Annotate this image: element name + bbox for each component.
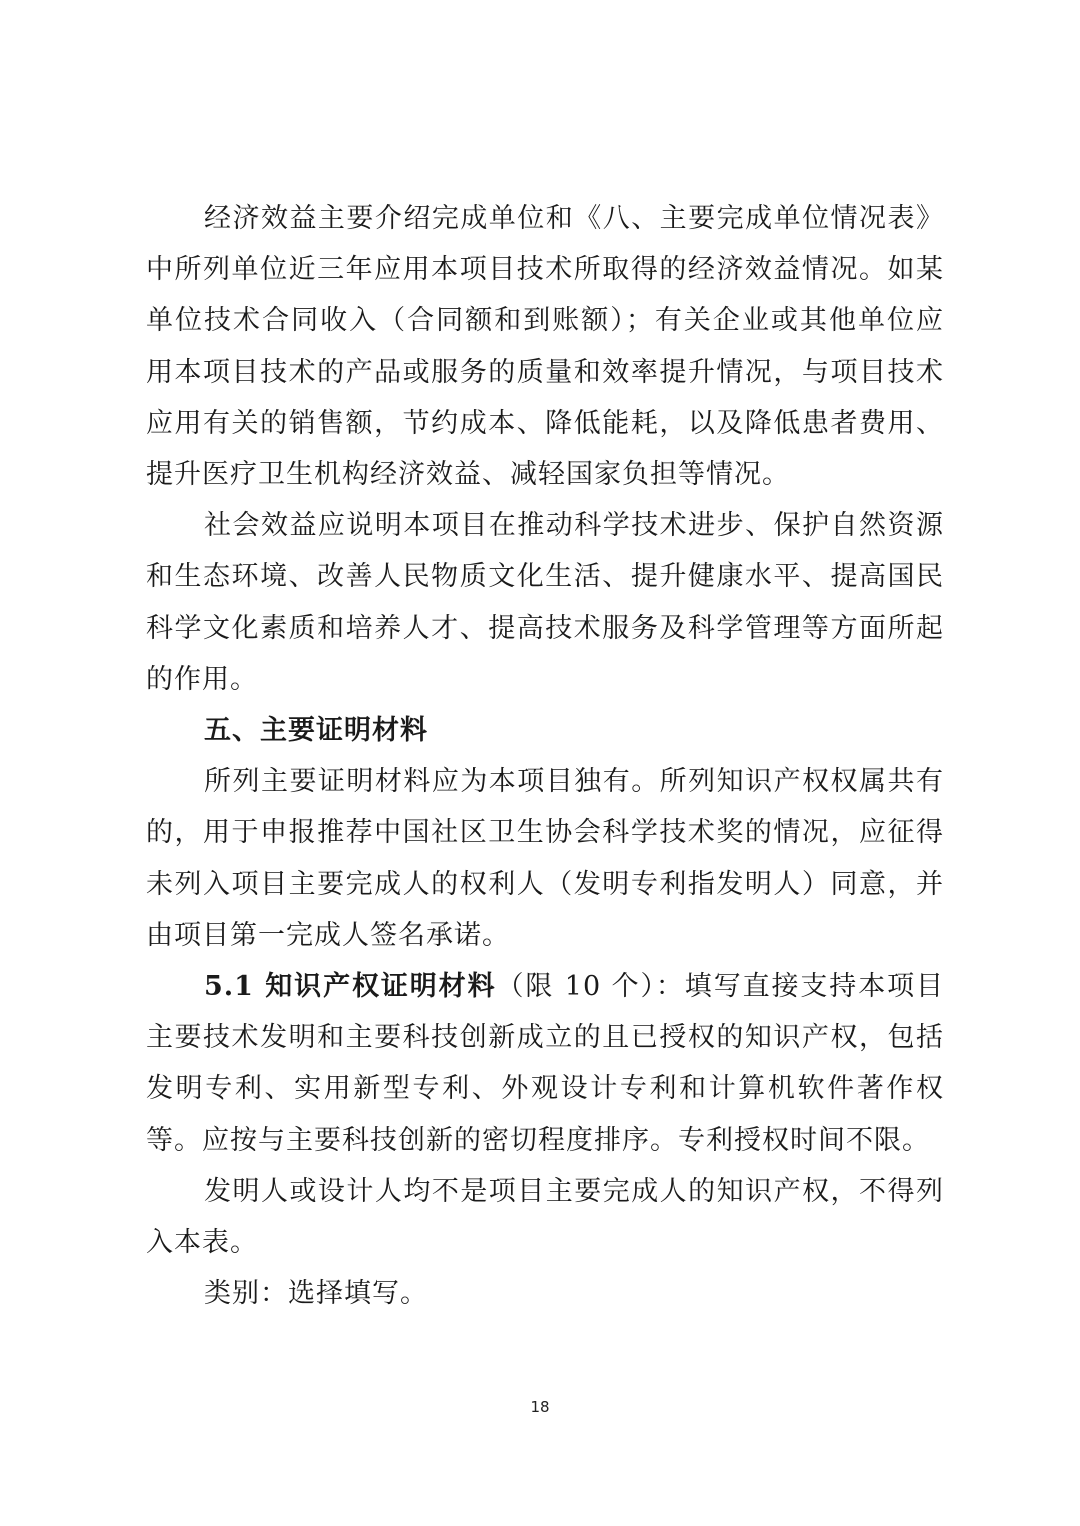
evidence-materials-paragraph: 所列主要证明材料应为本项目独有。所列知识产权权属共有的，用于申报推荐中国社区卫生协会科学技术奖的情况，应征得未列入项目主要完成人的权利人（发明专利指发明人）同意，并由项目第一完成人签名承诺。 (146, 766, 944, 951)
document-body (146, 193, 944, 1319)
economic-benefit-paragraph: 经济效益主要介绍完成单位和《八、主要完成单位情况表》中所列单位近三年应用本项目技术所取得的经济效益情况。如某单位技术合同收入（合同额和到账额）；有关企业或其他单位应用本项目技术的产品或服务的质量和效率提升情况，与项目技术应用有关的销售额，节约成本、降低能耗，以及降低患者费用、提升医疗卫生机构经济效益、减轻国家负担等情况。 (146, 203, 944, 491)
ip-evidence-paragraph (146, 961, 944, 1166)
section-heading: 五、主要证明材料 (204, 715, 428, 747)
inventor-note-paragraph: 发明人或设计人均不是项目主要完成人的知识产权，不得列入本表。 (146, 1175, 944, 1259)
page-number: 18 (530, 1398, 550, 1416)
social-benefit-paragraph: 社会效益应说明本项目在推动科学技术进步、保护自然资源和生态环境、改善人民物质文化生活、提升健康水平、提高国民科学文化素质和培养人才、提高技术服务及科学管理等方面所起的作用。 (146, 510, 944, 695)
ip-evidence-text: （限 10 个）：填写直接支持本项目主要技术发明和主要科技创新成立的且已授权的知识产权，包括发明专利、实用新型专利、外观设计专利和计算机软件著作权等。应按与主要科技创新的密切程度排序。专利授权时间不限。 (146, 971, 945, 1156)
category-line: 类别：选择填写。 (204, 1278, 428, 1310)
ip-evidence-title: 5.1 知识产权证明材料 (204, 971, 497, 1003)
